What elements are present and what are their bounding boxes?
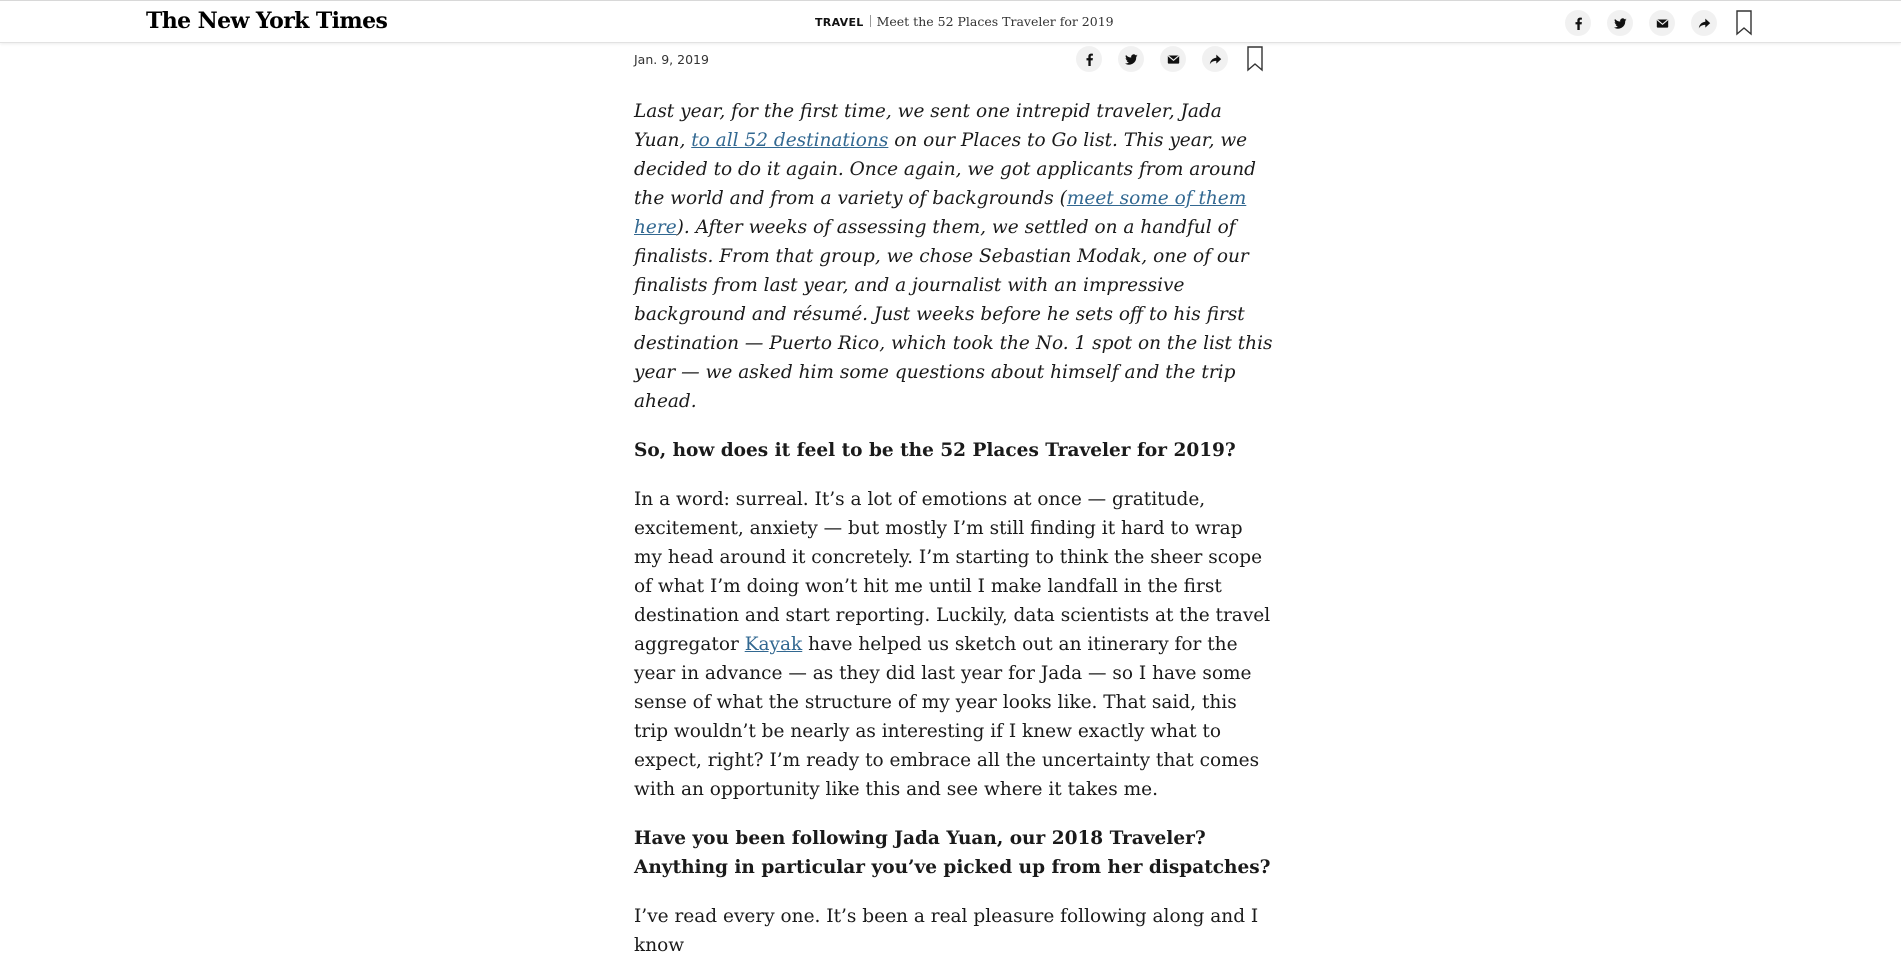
- more-share-button[interactable]: [1691, 10, 1717, 36]
- kayak-link[interactable]: Kayak: [744, 634, 803, 655]
- article-share-tools: [1076, 46, 1716, 72]
- email-share-button[interactable]: [1649, 10, 1675, 36]
- answer-2: I’ve read every one. It’s been a real pleasure following along and I know: [634, 906, 1259, 956]
- question-1: So, how does it feel to be the 52 Places Traveler for 2019?: [634, 440, 1236, 461]
- twitter-icon: [1614, 17, 1627, 30]
- intro-text: on our Places to Go list. This year, we decided to do it again. Once again, we got applicants from around the world and from a variety of backgrounds (: [634, 130, 1256, 209]
- facebook-icon: [1572, 17, 1585, 30]
- header-headline: Meet the 52 Places Traveler for 2019: [876, 14, 1114, 29]
- more-share-button[interactable]: [1202, 46, 1228, 72]
- answer-text: In a word: surreal. It’s a lot of emotions at once — gratitude, excitement, anxiety — but mostly I’m still finding it hard to wrap my head around it concretely. I’m starting to think the sheer scope of what I’m doing won’t hit me until I make landfall in the first destination and start reporting. Luckily, data scientists at the travel aggregator: [634, 489, 1271, 655]
- article-date: Jan. 9, 2019: [634, 52, 709, 67]
- share-icon: [1209, 53, 1222, 66]
- twitter-icon: [1125, 53, 1138, 66]
- article-body: [634, 97, 1274, 980]
- answer-1: [634, 485, 1274, 804]
- facebook-share-button[interactable]: [1565, 10, 1591, 36]
- intro-text: ). After weeks of assessing them, we settled on a handful of finalists. From that group, we chose Sebastian Modak, one of our finalists from last year, and a journalist with an impressive background and résumé. Just weeks before he sets off to his first destination — Puerto Rico, which took the No. 1 spot on the list this year — we asked him some questions about himself and the trip ahead.: [634, 217, 1273, 412]
- nyt-logo[interactable]: The New York Times: [146, 8, 388, 34]
- intro-paragraph: [634, 97, 1274, 416]
- twitter-share-button[interactable]: [1118, 46, 1144, 72]
- divider: [870, 15, 871, 27]
- share-icon: [1698, 17, 1711, 30]
- facebook-share-button[interactable]: [1076, 46, 1102, 72]
- intro-text: Last year, for the first time, we sent one intrepid traveler, Jada Yuan,: [634, 101, 1222, 151]
- meet-finalists-link[interactable]: meet some of them here: [634, 188, 1247, 238]
- section-label[interactable]: TRAVEL: [815, 16, 864, 29]
- sticky-header: [0, 0, 1901, 43]
- email-icon: [1167, 53, 1180, 66]
- header-share-tools: [1565, 10, 1753, 36]
- twitter-share-button[interactable]: [1607, 10, 1633, 36]
- question-2: Have you been following Jada Yuan, our 2018 Traveler? Anything in particular you’ve picked up from her dispatches?: [634, 828, 1271, 878]
- email-icon: [1656, 17, 1669, 30]
- email-share-button[interactable]: [1160, 46, 1186, 72]
- facebook-icon: [1083, 53, 1096, 66]
- answer-text: have helped us sketch out an itinerary for the year in advance — as they did last year for Jada — so I have some sense of what the structure of my year looks like. That said, this trip wouldn’t be nearly as interesting if I knew exactly what to expect, right? I’m ready to embrace all the uncertainty that comes with an opportunity like this and see where it takes me.: [634, 634, 1260, 800]
- bookmark-icon[interactable]: [1735, 10, 1753, 36]
- bookmark-icon[interactable]: [1246, 46, 1264, 72]
- all-52-destinations-link[interactable]: to all 52 destinations: [691, 130, 889, 151]
- header-title: [815, 14, 1114, 30]
